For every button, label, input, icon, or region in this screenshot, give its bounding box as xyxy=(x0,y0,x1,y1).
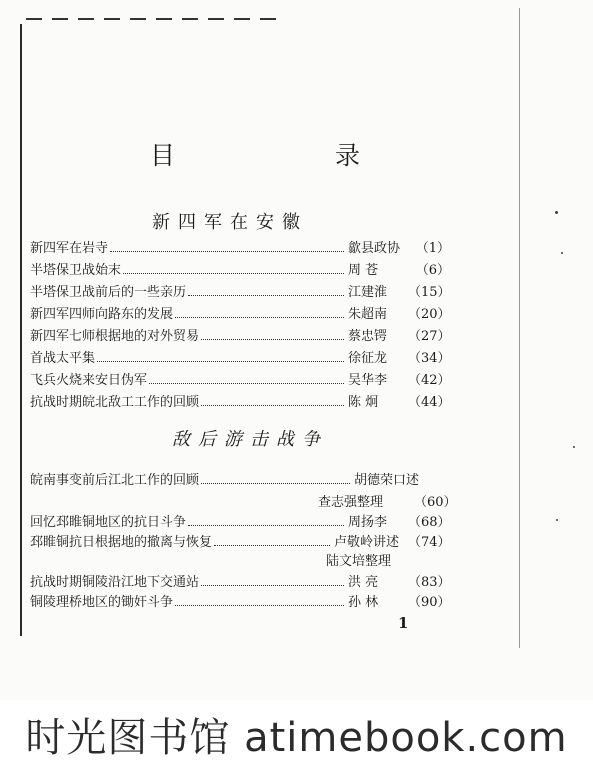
entry-title: 首战太平集 xyxy=(30,351,96,366)
page-number: 1 xyxy=(398,614,409,632)
entry-page: （44） xyxy=(408,395,451,410)
toc-entry xyxy=(30,368,450,388)
entry-author: 陈 炯 xyxy=(348,395,379,410)
toc-entry xyxy=(30,236,450,256)
toc-entry xyxy=(30,390,450,410)
scan-speck xyxy=(555,211,558,214)
leader-dots xyxy=(175,317,344,318)
entry-author: 蔡忠锷 xyxy=(348,329,388,344)
entry-title: 新四军七师根据地的对外贸易 xyxy=(30,329,200,344)
entry-editor: 查志强整理 xyxy=(318,495,384,510)
page-title-char-2: 录 xyxy=(334,141,360,170)
entry-title: 半塔保卫战始末 xyxy=(30,263,122,278)
leader-dots xyxy=(123,273,344,274)
toc-entry xyxy=(30,324,450,344)
toc-entry xyxy=(30,468,450,488)
entry-title: 邳睢铜抗日根据地的撤离与恢复 xyxy=(30,535,213,550)
entry-author: 江建淮 xyxy=(348,285,388,300)
entry-author: 洪 亮 xyxy=(348,575,379,590)
scan-speck xyxy=(561,252,563,254)
entry-author: 卢敬岭讲述 xyxy=(334,535,400,550)
toc-entry xyxy=(30,530,450,550)
entry-page: （74） xyxy=(408,535,451,550)
entry-title: 新四军四师向路东的发展 xyxy=(30,307,174,322)
entry-title: 抗战时期皖北敌工工作的回顾 xyxy=(30,395,200,410)
site-watermark: 时光图书馆 atimebook.com xyxy=(25,715,568,761)
entry-page: （68） xyxy=(408,515,451,530)
page-left-border xyxy=(20,24,22,636)
page-title-char-1: 目 xyxy=(150,141,176,170)
top-dash-rule xyxy=(26,18,276,20)
entry-author: 徐征龙 xyxy=(348,351,388,366)
entry-title: 新四军在岩寺 xyxy=(30,241,109,256)
toc-entry xyxy=(30,302,450,322)
entry-title: 回忆邳睢铜地区的抗日斗争 xyxy=(30,515,187,530)
leader-dots xyxy=(110,251,344,252)
entry-author: 周扬李 xyxy=(348,515,388,530)
entry-author: 朱超南 xyxy=(348,307,388,322)
scan-speck xyxy=(556,519,558,521)
toc-entry xyxy=(30,258,450,278)
entry-author: 孙 林 xyxy=(348,595,379,610)
entry-title: 半塔保卫战前后的一些亲历 xyxy=(30,285,187,300)
entry-page: （1） xyxy=(415,241,450,256)
leader-dots xyxy=(97,361,344,362)
toc-entry xyxy=(30,510,450,530)
leader-dots xyxy=(201,483,350,484)
entry-page: （15） xyxy=(408,285,451,300)
entry-page: （6） xyxy=(415,263,450,278)
toc-entry xyxy=(30,590,450,610)
leader-dots xyxy=(201,585,344,586)
leader-dots xyxy=(188,525,344,526)
scan-speck xyxy=(573,446,575,448)
leader-dots xyxy=(188,295,344,296)
toc-entry xyxy=(30,280,450,300)
entry-page: （90） xyxy=(408,595,451,610)
leader-dots xyxy=(175,605,344,606)
entry-title: 飞兵火烧来安日伪军 xyxy=(30,373,148,388)
entry-author: 胡德荣口述 xyxy=(354,473,420,488)
leader-dots xyxy=(214,545,330,546)
leader-dots xyxy=(201,339,344,340)
page-title xyxy=(150,136,360,172)
toc-entry xyxy=(30,570,450,590)
entry-editor: 陆文培整理 xyxy=(326,554,392,569)
leader-dots xyxy=(149,383,344,384)
toc-entry-continuation xyxy=(326,550,391,569)
leader-dots xyxy=(201,405,344,406)
entry-page: （34） xyxy=(408,351,451,366)
entry-page: （42） xyxy=(408,373,451,388)
section-title: 敌后游击战争 xyxy=(172,429,328,450)
entry-title: 铜陵理桥地区的锄奸斗争 xyxy=(30,595,174,610)
toc-entry-continuation xyxy=(318,491,456,510)
entry-title: 抗战时期铜陵沿江地下交通站 xyxy=(30,575,200,590)
entry-author: 周 苍 xyxy=(348,263,379,278)
entry-page: （83） xyxy=(408,575,451,590)
entry-page: （60） xyxy=(414,495,457,510)
section-title: 新四军在安徽 xyxy=(152,212,308,233)
toc-entry xyxy=(30,346,450,366)
entry-page: （27） xyxy=(408,329,451,344)
entry-title: 皖南事变前后江北工作的回顾 xyxy=(30,473,200,488)
page-right-border xyxy=(519,8,520,648)
entry-page: （20） xyxy=(408,307,451,322)
entry-author: 歙县政协 xyxy=(348,241,401,256)
entry-author: 吴华李 xyxy=(348,373,388,388)
